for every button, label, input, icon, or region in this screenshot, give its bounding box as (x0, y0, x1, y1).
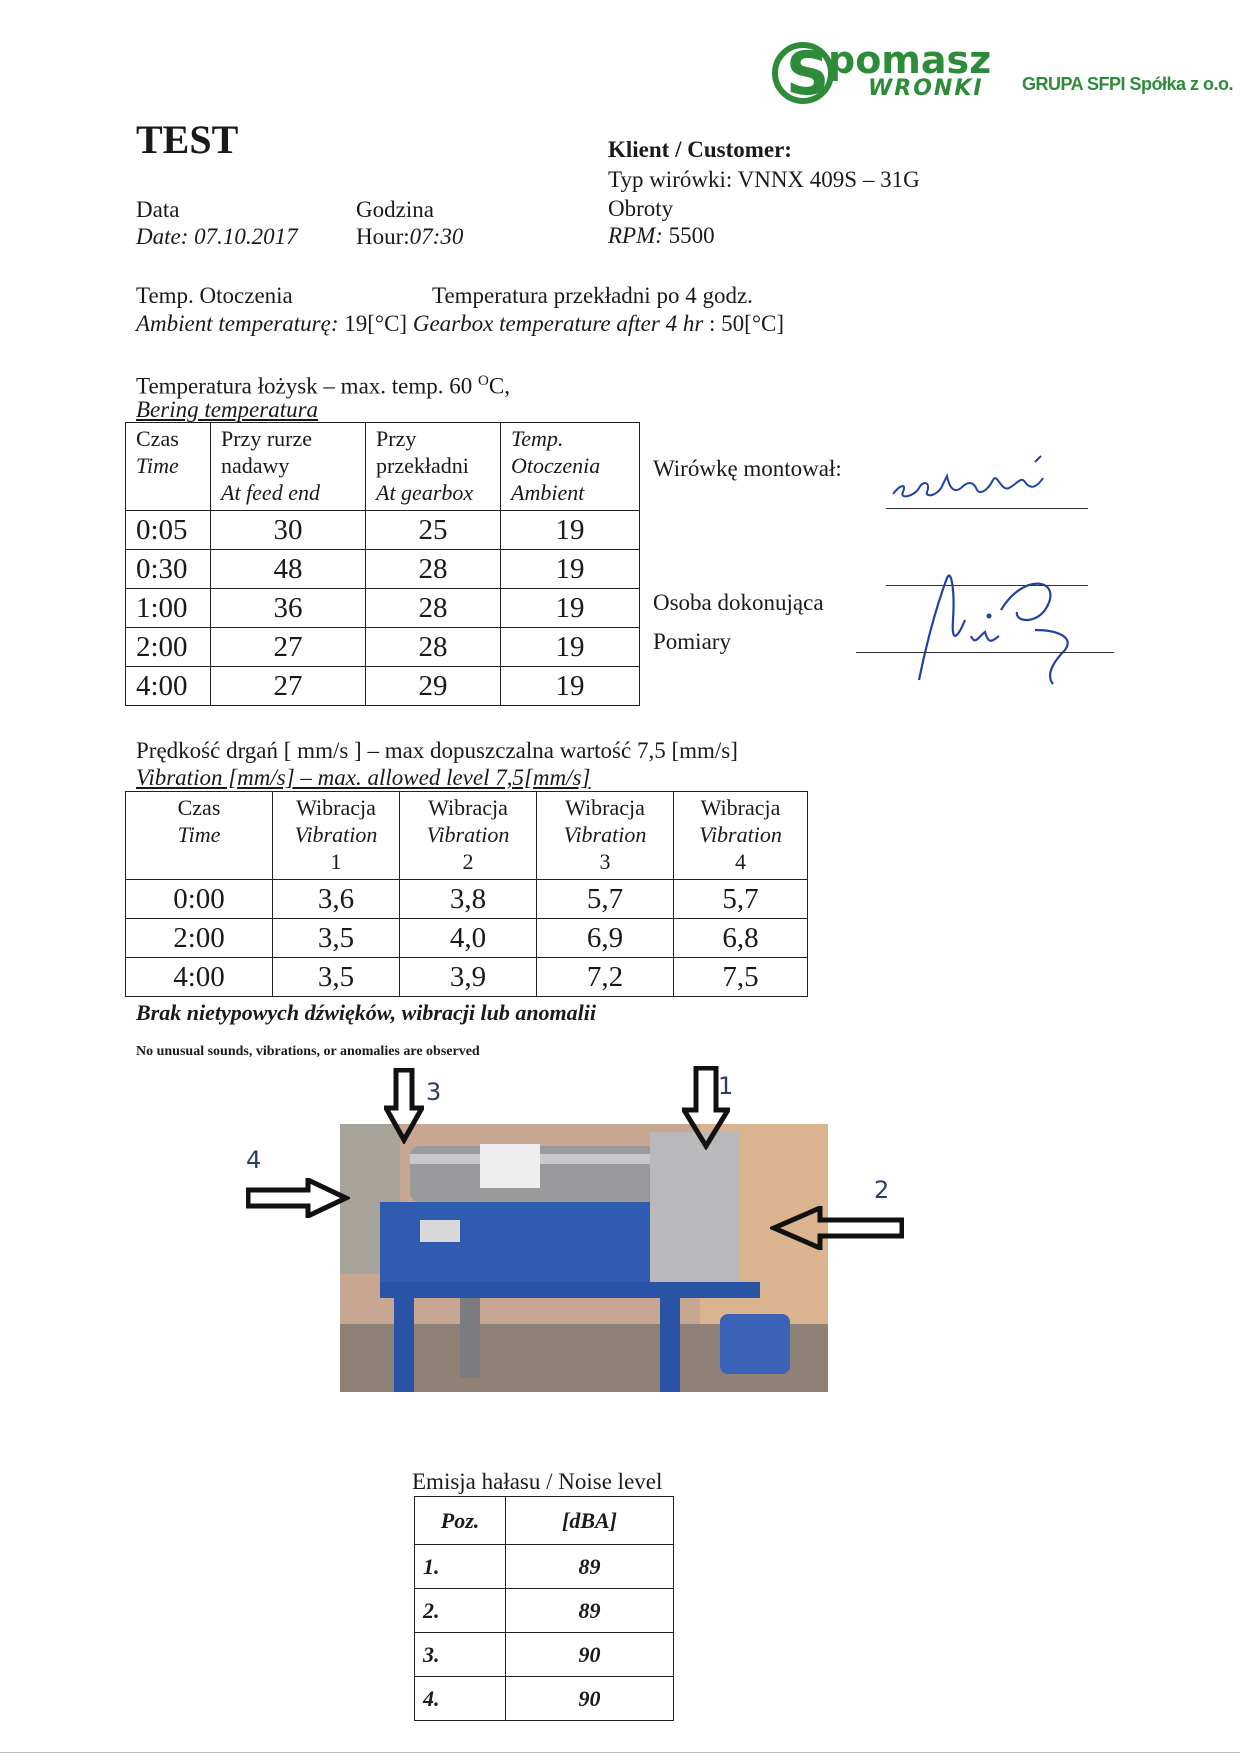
vibration-col-1 (273, 792, 400, 880)
vibration-col-pl: Wibracja (428, 795, 508, 820)
bearing-feed: 30 (211, 511, 366, 550)
machine-illustration (340, 1124, 828, 1392)
vibration-value: 6,9 (537, 919, 674, 958)
vibration-col-4 (674, 792, 808, 880)
noise-pos: 2. (415, 1589, 506, 1633)
bearing-col-feed-pl-1: Przy rurze (221, 426, 313, 451)
vibration-col-2 (400, 792, 537, 880)
gearbox-label-pl: Temperatura przekładni po 4 godz. (432, 283, 753, 308)
vibration-value: 3,5 (273, 919, 400, 958)
noise-table (414, 1496, 674, 1721)
vibration-col-num: 1 (330, 849, 342, 874)
arrow-3-label: 3 (426, 1078, 442, 1106)
bearing-col-time (126, 423, 211, 511)
bearing-time: 0:05 (126, 511, 211, 550)
vibration-col-en: Vibration (294, 822, 378, 847)
vibration-time: 2:00 (126, 919, 273, 958)
vibration-header-row (126, 792, 808, 880)
gearbox-label-en: Gearbox temperature after 4 hr (412, 311, 704, 336)
bearing-amb: 19 (501, 589, 640, 628)
page-title: TEST (136, 117, 239, 162)
date-row (136, 223, 298, 251)
table-row (415, 1633, 674, 1677)
machine-photo (340, 1124, 828, 1392)
bearing-feed: 48 (211, 550, 366, 589)
logo-group: GRUPA SFPI Spółka z o.o. (1022, 74, 1234, 94)
arrow-4-icon (246, 1178, 350, 1218)
company-logo (772, 38, 1234, 114)
noise-col-pos: Poz. (415, 1497, 506, 1545)
vibration-col-time-en: Time (177, 822, 221, 847)
noise-dba: 89 (506, 1545, 674, 1589)
centrifuge-type-row (608, 166, 920, 194)
remark-pl: Brak nietypowych dźwięków, wibracji lub anomalii (136, 1000, 597, 1025)
bearing-col-feed-pl-2: nadawy (221, 453, 290, 478)
table-row (126, 511, 640, 550)
noise-pos: 3. (415, 1633, 506, 1677)
vibration-value: 3,5 (273, 958, 400, 997)
vibration-table (125, 791, 808, 997)
hour-row (356, 223, 463, 251)
bearing-feed: 27 (211, 667, 366, 706)
date-label-pl: Data (136, 197, 180, 222)
ambient-label-pl: Temp. Otoczenia (136, 283, 293, 308)
bearing-gear: 28 (366, 589, 501, 628)
hour-label-en: Hour: (356, 224, 410, 249)
vibration-value: 3,6 (273, 880, 400, 919)
noise-dba: 89 (506, 1589, 674, 1633)
bearing-amb: 19 (501, 511, 640, 550)
measured-by-label-2: Pomiary (653, 629, 731, 654)
hour-value: 07:30 (409, 224, 464, 249)
arrow-1-label: 1 (718, 1072, 734, 1100)
hour-label-pl: Godzina (356, 197, 434, 222)
centrifuge-type-label: Typ wirówki: (608, 167, 733, 192)
table-row (415, 1677, 674, 1721)
bearing-col-gear-en: At gearbox (376, 480, 474, 505)
vibration-value: 3,8 (400, 880, 537, 919)
vibration-value: 4,0 (400, 919, 537, 958)
bearing-gear: 29 (366, 667, 501, 706)
bearing-time: 4:00 (126, 667, 211, 706)
noise-title: Emisja hałasu / Noise level (412, 1469, 663, 1494)
page-bottom-rule (0, 1752, 1240, 1753)
speed-row (608, 222, 715, 250)
table-row (126, 880, 808, 919)
vibration-time: 4:00 (126, 958, 273, 997)
centrifuge-type-value: VNNX 409S – 31G (737, 167, 920, 192)
vibration-col-time-pl: Czas (177, 795, 221, 820)
noise-dba: 90 (506, 1677, 674, 1721)
table-row (415, 1545, 674, 1589)
vibration-col-num: 4 (735, 849, 746, 874)
mounted-by-signature (885, 452, 1065, 508)
vibration-col-pl: Wibracja (296, 795, 376, 820)
speed-value: 5500 (668, 223, 715, 248)
ambient-value: 19[°C] (344, 311, 408, 336)
logo-s-icon: S (786, 39, 830, 109)
measured-by-label-1: Osoba dokonująca (653, 590, 824, 615)
vibration-heading-pl: Prędkość drgań [ mm/s ] – max dopuszczalna wartość 7,5 [mm/s] (136, 738, 738, 763)
bearing-amb: 19 (501, 550, 640, 589)
bearing-feed: 36 (211, 589, 366, 628)
vibration-heading-en: Vibration [mm/s] – max. allowed level 7,5[mm/s] (136, 765, 591, 790)
ambient-label-en: Ambient temperaturę: (136, 311, 339, 336)
noise-pos: 4. (415, 1677, 506, 1721)
bearing-heading-unit: O (478, 373, 489, 389)
vibration-col-en: Vibration (699, 822, 782, 847)
bearing-col-time-pl: Czas (136, 426, 179, 451)
noise-dba: 90 (506, 1633, 674, 1677)
bearing-amb: 19 (501, 628, 640, 667)
bearing-gear: 28 (366, 628, 501, 667)
vibration-col-en: Vibration (563, 822, 647, 847)
bearing-heading-tail: C, (488, 373, 510, 399)
bearing-col-amb-2: Otoczenia (511, 453, 601, 478)
mounted-by-label: Wirówkę montował: (653, 456, 842, 481)
bearing-heading-en: Bering temperatura (136, 397, 319, 422)
table-row (415, 1589, 674, 1633)
noise-col-dba: [dBA] (506, 1497, 674, 1545)
vibration-col-time (126, 792, 273, 880)
table-row (126, 550, 640, 589)
noise-pos: 1. (415, 1545, 506, 1589)
arrow-4-label: 4 (246, 1146, 262, 1174)
remark-en: No unusual sounds, vibrations, or anomalies are observed (136, 1044, 480, 1059)
logo-name-top: pomasz (828, 38, 992, 82)
customer-label: Klient / Customer: (608, 137, 792, 162)
bearing-feed: 27 (211, 628, 366, 667)
speed-label-en: RPM: (608, 223, 663, 248)
vibration-col-en: Vibration (426, 822, 510, 847)
arrow-2-label: 2 (874, 1176, 890, 1204)
table-row (126, 667, 640, 706)
ambient-row (136, 310, 784, 338)
table-row (126, 589, 640, 628)
noise-header-row (415, 1497, 674, 1545)
bearing-col-amb-en: Ambient (511, 480, 585, 505)
bearing-col-ambient (501, 423, 640, 511)
table-row (126, 628, 640, 667)
vibration-value: 7,2 (537, 958, 674, 997)
bearing-col-gear (366, 423, 501, 511)
arrow-2-icon (770, 1206, 904, 1250)
logo-name-bottom: WRONKI (868, 76, 984, 101)
bearing-amb: 19 (501, 667, 640, 706)
table-row (126, 958, 808, 997)
vibration-value: 3,9 (400, 958, 537, 997)
bearing-header-row (126, 423, 640, 511)
table-row (126, 919, 808, 958)
speed-label-pl: Obroty (608, 196, 674, 221)
bearing-time: 1:00 (126, 589, 211, 628)
bearing-col-amb-1: Temp. (511, 426, 564, 451)
mounted-by-line (886, 508, 1088, 509)
vibration-value: 7,5 (674, 958, 808, 997)
vibration-value: 5,7 (674, 880, 808, 919)
bearing-col-feed-en: At feed end (221, 480, 320, 505)
bearing-col-feed (211, 423, 366, 511)
bearing-table (125, 422, 640, 706)
vibration-col-pl: Wibracja (700, 795, 781, 820)
bearing-col-gear-pl-1: Przy (376, 426, 417, 451)
bearing-time: 0:30 (126, 550, 211, 589)
bearing-col-gear-pl-2: przekładni (376, 453, 469, 478)
gearbox-value: : 50[°C] (709, 311, 785, 336)
measured-by-line-bottom (856, 652, 1114, 653)
vibration-col-3 (537, 792, 674, 880)
arrow-3-icon (384, 1068, 424, 1144)
vibration-time: 0:00 (126, 880, 273, 919)
date-label-en: Date: (136, 224, 189, 249)
date-value: 07.10.2017 (194, 224, 298, 249)
bearing-gear: 25 (366, 511, 501, 550)
vibration-col-num: 3 (599, 849, 611, 874)
measured-by-signature (905, 550, 1095, 690)
bearing-col-time-en: Time (136, 453, 179, 478)
bearing-time: 2:00 (126, 628, 211, 667)
vibration-value: 6,8 (674, 919, 808, 958)
vibration-col-num: 2 (462, 849, 474, 874)
vibration-col-pl: Wibracja (565, 795, 645, 820)
bearing-heading-pl: Temperatura łożysk – max. temp. 60 (136, 373, 479, 399)
vibration-value: 5,7 (537, 880, 674, 919)
bearing-gear: 28 (366, 550, 501, 589)
